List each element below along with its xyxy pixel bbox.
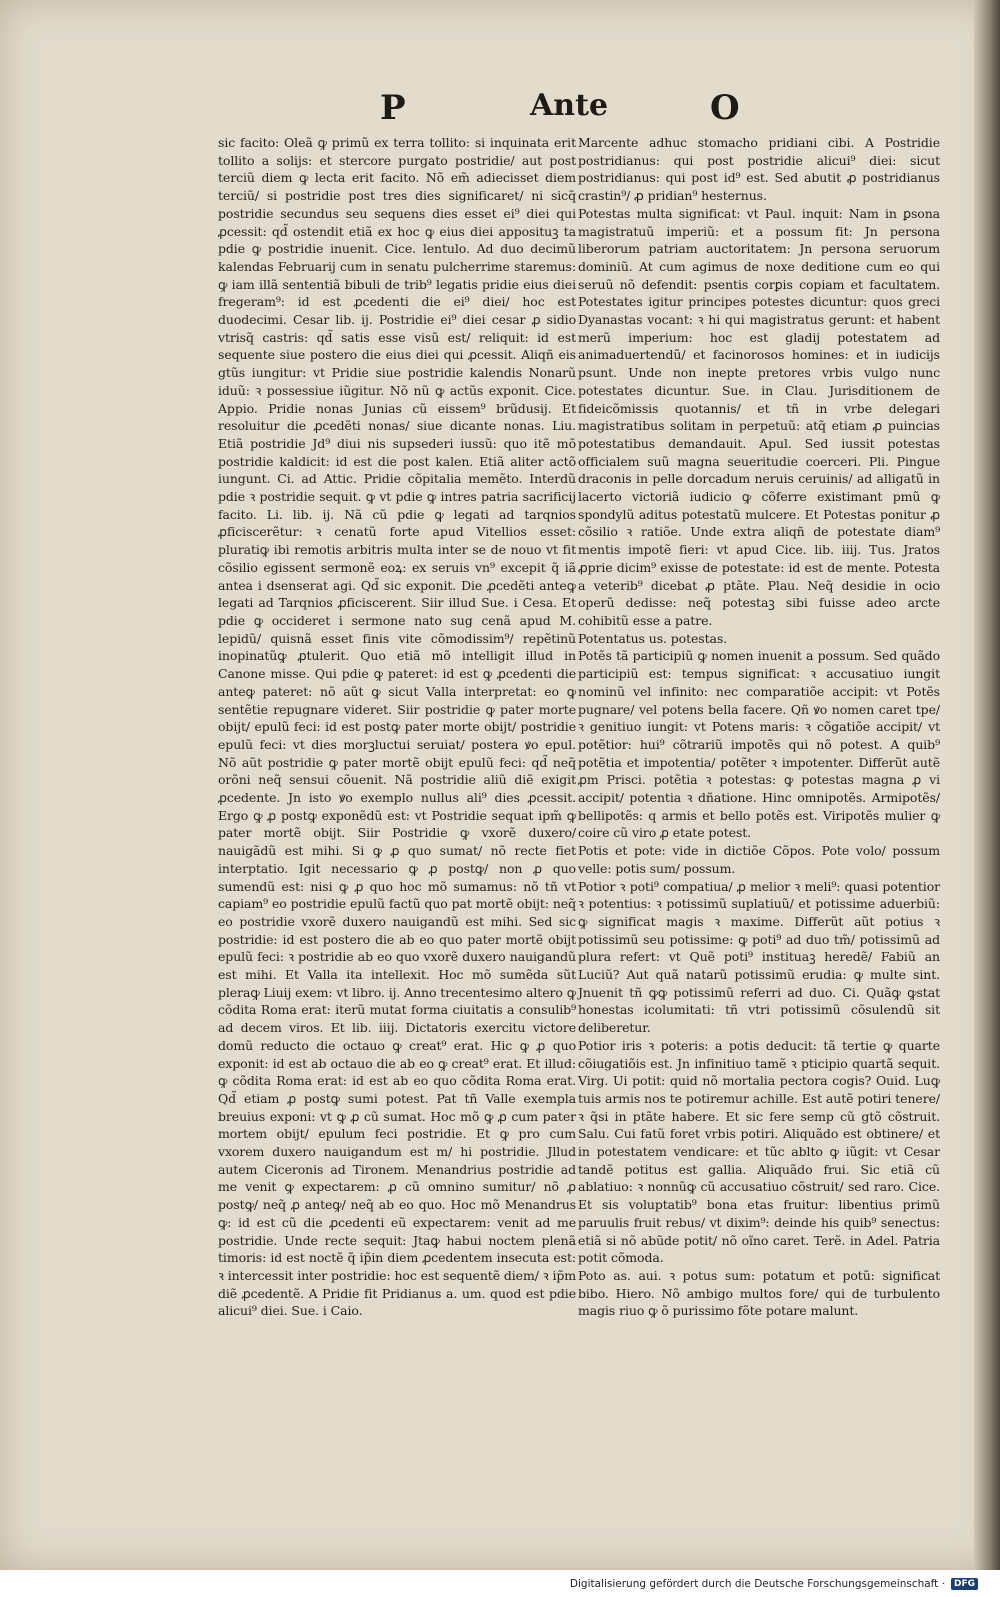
dictionary-entry: Poto as. aui. ꝛ potus sum: potatum et potũ: significat bibo. Hiero. Nõ ambigo multos fore/ qui de turbulento magis riuo ꝙ õ purissimo fõte potare malunt. (578, 1268, 940, 1319)
running-header (380, 88, 760, 138)
dictionary-entry: Potẽs tã participiũ ꝙ nomen inuenit a possum. Sed quãdo participiũ est: tempus significat: ꝛ accusatiuo iungit nominũ vel infinito: nec comparatiõe accipit: vt Potẽs pugnare/ vel potens bella facere. Qñ ꝟo nomen caret tpe/ ꝛ genitiuo iungit: vt Potens maris: ꝛ cõgatiõe accipit/ vt potẽtior: hui⁹ cõtrariũ impotẽs qui nõ potest. A quib⁹ potẽtia et impotentia/ potẽter ꝛ impotenter. Differũt autẽ ꝓm Prisci. potẽtia ꝛ potestas: ꝙ potestas magna ꝓ vi accipit/ potentia ꝛ dñatione. Hinc omnipotẽs. Armipotẽs/ bellipotẽs: q armis et bello potẽs est. Viripotẽs mulier ꝙ coire cũ viro ꝓ etate potest. (578, 648, 940, 841)
page-gutter (974, 0, 1000, 1570)
dictionary-entry: Potior iris ꝛ poteris: a potis deducit: tã tertie ꝙ quarte cõiugatiõis est. Jn infinitiuo tamẽ ꝛ pticipio quartã sequit. Virg. Ui potit: quid nõ mortalia pectora cogis? Ouid. Luꝙ tuis armis nos te potiremur achille. Est autẽ potiri tenere/ ꝛ q̃si in ptãte habere. Et sic fere semp cũ gtõ cõstruit. Salu. Cui fatũ foret vrbis potiri. Aliquãdo est obtinere/ et in potestatem vendicare: et tũc ablto ꝙ iũgit: vt Cesar tandẽ potitus est gallia. Aliquãdo frui. Sic etiã cũ ablatiuo: ꝛ nonnũꝙ cũ accusatiuo cõstruit/ sed raro. Cice. Et sis voluptatib⁹ bona etas fruitur: libentius primũ paruulis fruit rebus/ vt dixim⁹: deinde his quib⁹ senectus: etiã si nõ abũde potit/ nõ oĩno caret. Terẽ. in Adel. Patria potit cõmoda. (578, 1037, 940, 1266)
dictionary-entry: Potestas multa significat: vt Paul. inquit: Nam in ꝑsona magistratuũ imperiũ: et a possum fit: Jn persona liberorum patriam auctoritatem: Jn persona seruorum dominiũ. At cum agimus de noxe deditione cum eo qui seruũ nõ defendit: psentis corꝑis copiam et facultatem. Potestates igitur principes potestes dicuntur: quos greci Dyanastas vocant: ꝛ hi qui magistratus gerunt: et habent merũ imperium: hoc est gladij potestatem ad animaduertendũ/ et facinorosos homines: et in iudicijs psunt. Unde non inepte pretores vrbis vulgo nunc potestates dicuntur. Sue. in Clau. Jurisditionem de fideicõmissis quotannis/ et tñ in vrbe delegari magistratibus solitam in perpetuũ: atq̃ etiam ꝓ puincias potestatibus demandauit. Apul. Sed iussit potestas officialem suũ magna seueritudie coerceri. Pli. Pingue draconis in pelle dorcadum neruis ceruinis/ ad alligatũ in lacerto victoriã iudicio ꝙ cõferre existimant pmũ ꝙ spondylũ aditus potestatũ mulcere. Et Potestas ponitur ꝓ cõsilio ꝛ ratiõe. Unde extra aliqñ de potestate diam⁹ mentis impotẽ fieri: vt apud Cice. lib. iiij. Tus. Jratos ꝓprie dicim⁹ exisse de potestate: id est de mente. Potesta a veterib⁹ dicebat ꝓ ptãte. Plau. Neq̃ desidie in ocio operũ dedisse: neq̃ potestaꝫ sibi fuisse adeo arcte cohibitũ esse a patre. (578, 205, 940, 628)
dictionary-entry: Potis et pote: vide in dictiõe Cõpos. Pote volo/ possum velle: potis sum/ possum. (578, 843, 940, 876)
digitization-footer (570, 1578, 978, 1590)
text-paragraph: sic facito: Oleã ꝙ primũ ex terra tollito: si inquinata erit tollito a solijs: et stercore purgato postridie/ aut post terciũ diem ꝙ lecta erit facito. Nõ em̃ adiecisset diem terciũ/ si postridie post tres dies significaret/ ni sicq̃ postridie secundus seu sequens dies esset ei⁹ diei qui ꝓcessit: qd̃ ostendit etiã ex hoc ꝙ eius diei apposituꝫ ta pdie ꝙ postridie inuenit. Cice. lentulo. Ad duo decimũ kalendas Februarij cum in senatu pulcherrime staremus: ꝙ iam illã sententiã bibuli de trib⁹ legatis pridie eius diei fregeram⁹: id est ꝓcedenti die ei⁹ diei/ hoc est duodecimi. Cesar lib. ij. Postridie ei⁹ diei cesar ꝓ sidio vtrisq̃ castris: qd̃ satis esse visũ est/ reliquit: id est sequente siue postero die eius diei qui ꝓcessit. Aliqñ eis gtũs iungitur: vt Pridie siue postridie kalendis Nonarũ iduũ: ꝛ possessiue iũgitur. Nõ nũ ꝙ actũs exponit. Cice. Appio. Pridie nonas Junias cũ eissem⁹ brũdusij. Et resoluitur die ꝓcedẽti nonas/ siue dicante nonas. Liu. Etiã postridie Jd⁹ diui nis supsederi iussũ: quo itẽ mõ postridie kaldicit: id est die post kalen. Etiã aliter actõ iungunt. Ci. ad Attic. Pridie cõpitalia memẽto. Interdũ pdie ꝛ postridie sequit. ꝙ vt pdie ꝙ intres patria sacrificij facito. Li. lib. ij. Nã cũ pdie ꝙ legati ad tarqnios ꝓficiscerẽtur: ꝛ cenatũ forte apud Vitellios esset: pluratiꝙ ibi remotis arbitris multa inter se de nouo vt fit cõsilio egissent sermonẽ eoꝝ: ex seruis vn⁹ excepit q̃ iã antea i dsenserat agi. Qd̃ sic exponit. Die ꝓcedẽti anteꝙ legati ad Tarqnios ꝓficiscerent. Siir illud Sue. i Cesa. Et pdie ꝙ occideret i sermone nato sug cenã apud M. lepidũ/ quisnã esset finis vite cõmodissim⁹/ repẽtinũ inopinatũꝙ ꝓtulerit. Quo etiã mõ intelligit illud in Canone misse. Qui pdie ꝙ pateret: id est ꝙ ꝓcedenti die anteꝙ pateret: nõ aũt ꝙ sicut Valla interpretat: eo ꝙ sentẽtie repugnare videret. Siir postridie ꝙ pater morte obijt/ epulũ feci: id est postꝙ pater morte obijt/ postridie epulũ feci: vt dies morꝫluctui seruiat/ postera ꝟo epul. Nõ aũt postridie ꝙ pater mortẽ obijt epulũ feci: qd̃ neq̃ orõni neq̃ sensui cõuenit. Nã postridie aliũ diẽ exigit ꝓcedente. Jn isto ꝟo exemplo nullus ali⁹ dies ꝓcessit. Ergo ꝙ ꝓ postꝙ exponẽdũ est: vt Postridie sequat ipm̃ ꝙ pater mortẽ obijt. Siir Postridie ꝙ vxorẽ duxero/ nauigãdũ est mihi. Si ꝙ ꝓ quo sumat/ nõ recte fiet interptatio. Igit necessario ꝙ ꝓ postꝙ/ non ꝓ quo sumendũ est: nisi ꝙ ꝓ quo hoc mõ sumamus: nõ tñ vt capiam⁹ eo postridie epulũ factũ quo pat mortẽ obijt: neq̃ eo postridie vxorẽ duxero nauigandũ est mihi. Sed sic postridie: id est postero die ab eo quo pater mortẽ obijt epulũ feci: ꝛ postridie ab eo quo vxorẽ duxero nauigandũ est mihi. Et Valla ita intellexit. Hoc mõ sumẽda sũt pleraꝙ Liuij exem: vt libro. ij. Anno trecentesimo altero ꝙ cõdita Roma erat: iterũ mutat forma ciuitatis a consulib⁹ ad decem viros. Et lib. iiij. Dictatoris exercitu victore domũ reducto die octauo ꝙ creat⁹ erat. Hic ꝙ ꝓ quo exponit: id est ab octauo die ab eo ꝙ creat⁹ erat. Et illud: ꝙ cõdita Roma erat: id est ab eo quo cõdita Roma erat. Qd̃ etiam ꝓ postꝙ sumi potest. Pat tñ Valle exempla breuius exponi: vt ꝙ ꝓ cũ sumat. Hoc mõ ꝙ ꝓ cum pater mortem obijt/ epulum feci postridie. Et ꝙ pro cum vxorem duxero nauigandum est m/ hi postridie. Jllud autem Ciceronis ad Tironem. Menandrius postridie ad me venit ꝙ expectarem: ꝓ cũ omnino sumitur/ nõ ꝓ postꝙ/ neq̃ ꝓ anteꝙ/ neq̃ ab eo quo. Hoc mõ Menandrus ꝙ: id est cũ die ꝓcedenti eũ expectarem: venit ad me postridie. Unde recte sequit: Jtaꝙ habui noctem plenã timoris: id est noctẽ q̃ ip̃in diem ꝓcedentem insecuta est: ꝛ intercessit inter postridie: hoc est sequentẽ diem/ ꝛ ip̃m diẽ ꝓcedentẽ. A Pridie fit Pridianus a. um. quod est pdie alicui⁹ diei. Sue. i Caio. (218, 135, 576, 1319)
right-text-column (578, 134, 940, 1320)
header-right-letter: O (710, 88, 740, 128)
dfg-logo: DFG (951, 1578, 978, 1590)
dictionary-entry: Potentatus us. potestas. (578, 630, 728, 646)
left-text-column (218, 134, 576, 1320)
header-left-letter: P (380, 88, 406, 128)
header-center-word: Ante (530, 88, 609, 123)
footer-credit-text: Digitalisierung gefördert durch die Deutsche Forschungsgemeinschaft · (569, 1578, 945, 1590)
dictionary-entry: Potior ꝛ poti⁹ compatiua/ ꝓ melior ꝛ meli⁹: quasi potentior ꝛ potentius: ꝛ potissimũ suplatiuũ/ et potissime aduerbiũ: ꝙ significat magis ꝛ maxime. Differũt aũt potius ꝛ potissimũ seu potissime: ꝙ poti⁹ ad duo tm̃/ potissimũ ad plura refert: vt Quẽ poti⁹ instituaꝫ heredẽ/ Fabiũ an Luciũ? Aut quã natarũ potissimũ erudia: ꝙ multe sint. Jnuenit tñ ꝙꝙ potissimũ referri ad duo. Ci. Quãꝙ ꝙstat honestas icolumitati: tñ vtri potissimũ cõsulendũ sit deliberetur. (578, 878, 940, 1036)
text-paragraph: Marcente adhuc stomacho pridiani cibi. A Postridie postridianus: qui post postridie alicui⁹ diei: sicut postridianus: qui post id⁹ est. Sed abutit ꝓ postridianus crastin⁹/ ꝓ pridian⁹ hesternus. (578, 135, 940, 204)
